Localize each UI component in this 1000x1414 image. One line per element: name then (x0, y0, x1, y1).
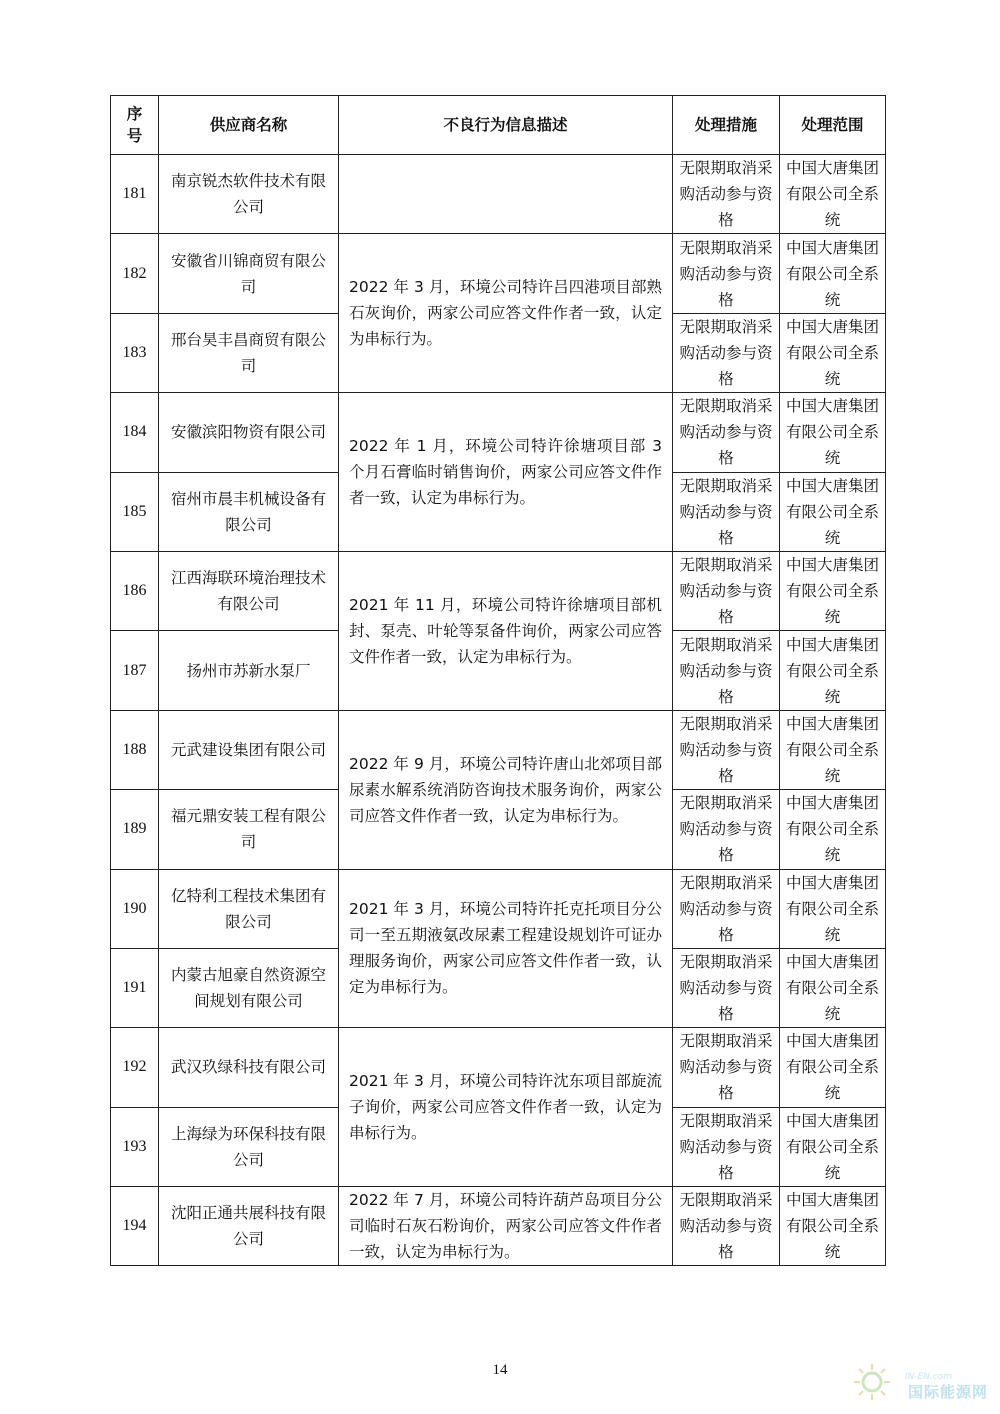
watermark-logo (852, 1358, 992, 1404)
measure-cell: 无限期取消采购活动参与资格 (673, 1028, 780, 1107)
scope-cell: 中国大唐集团有限公司全系统 (780, 790, 886, 869)
supplier-name-cell: 上海绿为环保科技有限公司 (159, 1107, 339, 1186)
scope-cell: 中国大唐集团有限公司全系统 (780, 1028, 886, 1107)
seq-cell: 185 (111, 472, 159, 551)
table-row (111, 710, 886, 789)
seq-cell: 191 (111, 948, 159, 1027)
measure-cell: 无限期取消采购活动参与资格 (673, 948, 780, 1027)
seq-cell: 193 (111, 1107, 159, 1186)
measure-cell: 无限期取消采购活动参与资格 (673, 710, 780, 789)
supplier-name-cell: 安徽省川锦商贸有限公司 (159, 234, 339, 313)
description-cell (339, 155, 673, 234)
scope-cell: 中国大唐集团有限公司全系统 (780, 472, 886, 551)
seq-cell: 190 (111, 869, 159, 948)
description-cell: 2021 年 11 月，环境公司特许徐塘项目部机封、泵壳、叶轮等泵备件询价，两家公司应答文件作者一致，认定为串标行为。 (339, 551, 673, 710)
scope-cell: 中国大唐集团有限公司全系统 (780, 393, 886, 472)
scope-cell: 中国大唐集团有限公司全系统 (780, 948, 886, 1027)
header-misconduct-description: 不良行为信息描述 (339, 96, 673, 155)
seq-cell: 187 (111, 631, 159, 710)
supplier-name-cell: 南京锐杰软件技术有限公司 (159, 155, 339, 234)
seq-cell: 188 (111, 710, 159, 789)
measure-cell: 无限期取消采购活动参与资格 (673, 234, 780, 313)
measure-cell: 无限期取消采购活动参与资格 (673, 155, 780, 234)
description-cell: 2022 年 7 月，环境公司特许葫芦岛项目分公司临时石灰石粉询价，两家公司应答文件作者一致，认定为串标行为。 (339, 1187, 673, 1266)
description-cell: 2022 年 3 月，环境公司特许吕四港项目部熟石灰询价，两家公司应答文件作者一致，认定为串标行为。 (339, 234, 673, 393)
scope-cell: 中国大唐集团有限公司全系统 (780, 1187, 886, 1266)
table-row (111, 1028, 886, 1107)
seq-cell: 182 (111, 234, 159, 313)
header-seq: 序 号 (111, 96, 159, 155)
seq-cell: 181 (111, 155, 159, 234)
measure-cell: 无限期取消采购活动参与资格 (673, 631, 780, 710)
supplier-name-cell: 武汉玖绿科技有限公司 (159, 1028, 339, 1107)
description-cell: 2022 年 9 月，环境公司特许唐山北郊项目部尿素水解系统消防咨询技术服务询价，两家公司应答文件作者一致，认定为串标行为。 (339, 710, 673, 869)
seq-cell: 186 (111, 551, 159, 630)
header-measure: 处理措施 (673, 96, 780, 155)
measure-cell: 无限期取消采购活动参与资格 (673, 1107, 780, 1186)
supplier-name-cell: 安徽滨阳物资有限公司 (159, 393, 339, 472)
watermark-text: 国际能源网 (907, 1383, 988, 1401)
measure-cell: 无限期取消采购活动参与资格 (673, 551, 780, 630)
scope-cell: 中国大唐集团有限公司全系统 (780, 313, 886, 392)
supplier-name-cell: 元武建设集团有限公司 (159, 710, 339, 789)
measure-cell: 无限期取消采购活动参与资格 (673, 393, 780, 472)
table-row (111, 869, 886, 948)
table-header-row (111, 96, 886, 155)
table-row (111, 234, 886, 313)
scope-cell: 中国大唐集团有限公司全系统 (780, 155, 886, 234)
description-cell: 2022 年 1 月，环境公司特许徐塘项目部 3 个月石膏临时销售询价，两家公司应答文件作者一致，认定为串标行为。 (339, 393, 673, 552)
supplier-name-cell: 邢台昊丰昌商贸有限公司 (159, 313, 339, 392)
supplier-name-cell: 亿特利工程技术集团有限公司 (159, 869, 339, 948)
measure-cell: 无限期取消采购活动参与资格 (673, 790, 780, 869)
table-row (111, 1187, 886, 1266)
measure-cell: 无限期取消采购活动参与资格 (673, 472, 780, 551)
supplier-name-cell: 宿州市晨丰机械设备有限公司 (159, 472, 339, 551)
header-supplier-name: 供应商名称 (159, 96, 339, 155)
description-cell: 2021 年 3 月，环境公司特许托克托项目分公司一至五期液氨改尿素工程建设规划许可证办理服务询价，两家公司应答文件作者一致，认定为串标行为。 (339, 869, 673, 1028)
supplier-misconduct-table (110, 95, 886, 1266)
supplier-name-cell: 江西海联环境治理技术有限公司 (159, 551, 339, 630)
seq-cell: 184 (111, 393, 159, 472)
seq-cell: 192 (111, 1028, 159, 1107)
sun-logo-icon (852, 1362, 892, 1402)
scope-cell: 中国大唐集团有限公司全系统 (780, 1107, 886, 1186)
measure-cell: 无限期取消采购活动参与资格 (673, 869, 780, 948)
measure-cell: 无限期取消采购活动参与资格 (673, 1187, 780, 1266)
supplier-name-cell: 内蒙古旭豪自然资源空间规划有限公司 (159, 948, 339, 1027)
scope-cell: 中国大唐集团有限公司全系统 (780, 234, 886, 313)
header-scope: 处理范围 (780, 96, 886, 155)
description-cell: 2021 年 3 月，环境公司特许沈东项目部旋流子询价，两家公司应答文件作者一致，认定为串标行为。 (339, 1028, 673, 1187)
page-number: 14 (492, 1362, 508, 1378)
scope-cell: 中国大唐集团有限公司全系统 (780, 631, 886, 710)
seq-cell: 194 (111, 1187, 159, 1266)
supplier-name-cell: 福元鼎安装工程有限公司 (159, 790, 339, 869)
table-row (111, 551, 886, 630)
scope-cell: 中国大唐集团有限公司全系统 (780, 710, 886, 789)
table-row (111, 393, 886, 472)
supplier-name-cell: 扬州市苏新水泵厂 (159, 631, 339, 710)
table-row (111, 155, 886, 234)
watermark-subtext: IN-EN.com (904, 1372, 952, 1382)
scope-cell: 中国大唐集团有限公司全系统 (780, 551, 886, 630)
measure-cell: 无限期取消采购活动参与资格 (673, 313, 780, 392)
scope-cell: 中国大唐集团有限公司全系统 (780, 869, 886, 948)
seq-cell: 183 (111, 313, 159, 392)
supplier-name-cell: 沈阳正通共展科技有限公司 (159, 1187, 339, 1266)
seq-cell: 189 (111, 790, 159, 869)
